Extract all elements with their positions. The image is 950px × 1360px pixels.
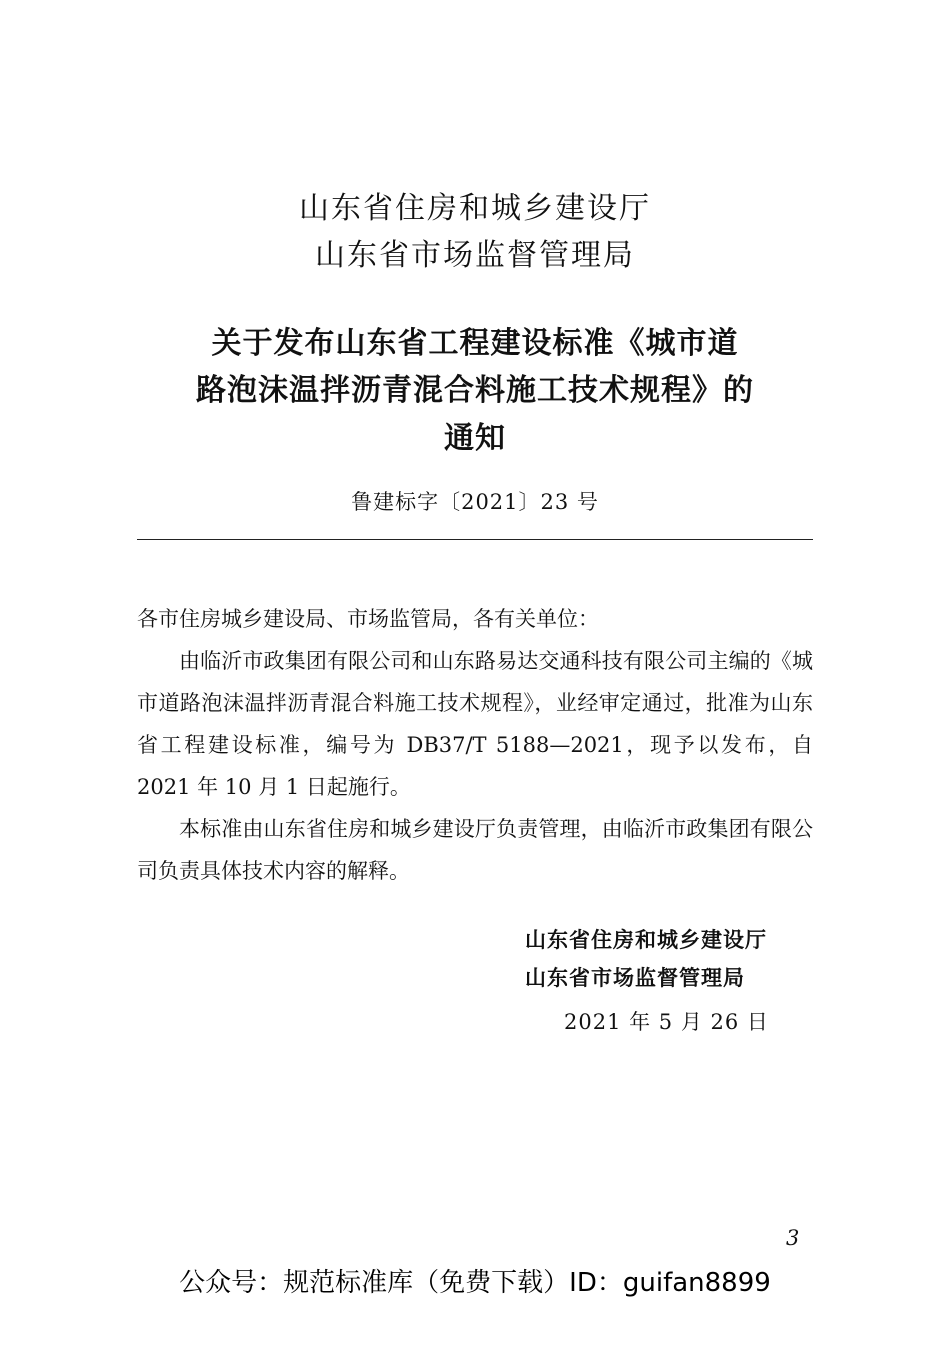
signer-1: 山东省住房和城乡建设厅	[525, 928, 767, 952]
signature-date: 2021 年 5 月 26 日	[564, 1010, 769, 1034]
paragraph-2: 本标准由山东省住房和城乡建设厅负责管理，由临沂市政集团有限公司负责具体技术内容的解释。	[137, 817, 813, 883]
paragraph-1: 由临沂市政集团有限公司和山东路易达交通科技有限公司主编的《城市道路泡沫温拌沥青混合料施工技术规程》，业经审定通过，批准为山东省工程建设标准，编号为 DB37/T 5188—2021，现予以发布，自 2021 年 10 月 1 日起施行。	[137, 649, 813, 799]
title-line-2: 路泡沫温拌沥青混合料施工技术规程》的	[196, 373, 754, 408]
document-number: 鲁建标字〔2021〕23 号	[351, 490, 599, 514]
page-number: 3	[786, 1226, 800, 1250]
title-line-3: 通知	[444, 421, 506, 456]
title-line-1: 关于发布山东省工程建设标准《城市道	[211, 326, 739, 361]
document-body	[137, 598, 813, 892]
watermark-text: 公众号：规范标准库（免费下载）ID：guifan8899	[179, 1268, 771, 1298]
signer-2: 山东省市场监督管理局	[525, 966, 745, 990]
issuer-line-1: 山东省住房和城乡建设厅	[299, 191, 651, 226]
issuer-line-2: 山东省市场监督管理局	[315, 238, 635, 273]
salutation: 各市住房城乡建设局、市场监管局，各有关单位：	[137, 607, 599, 631]
divider-rule	[137, 539, 813, 540]
